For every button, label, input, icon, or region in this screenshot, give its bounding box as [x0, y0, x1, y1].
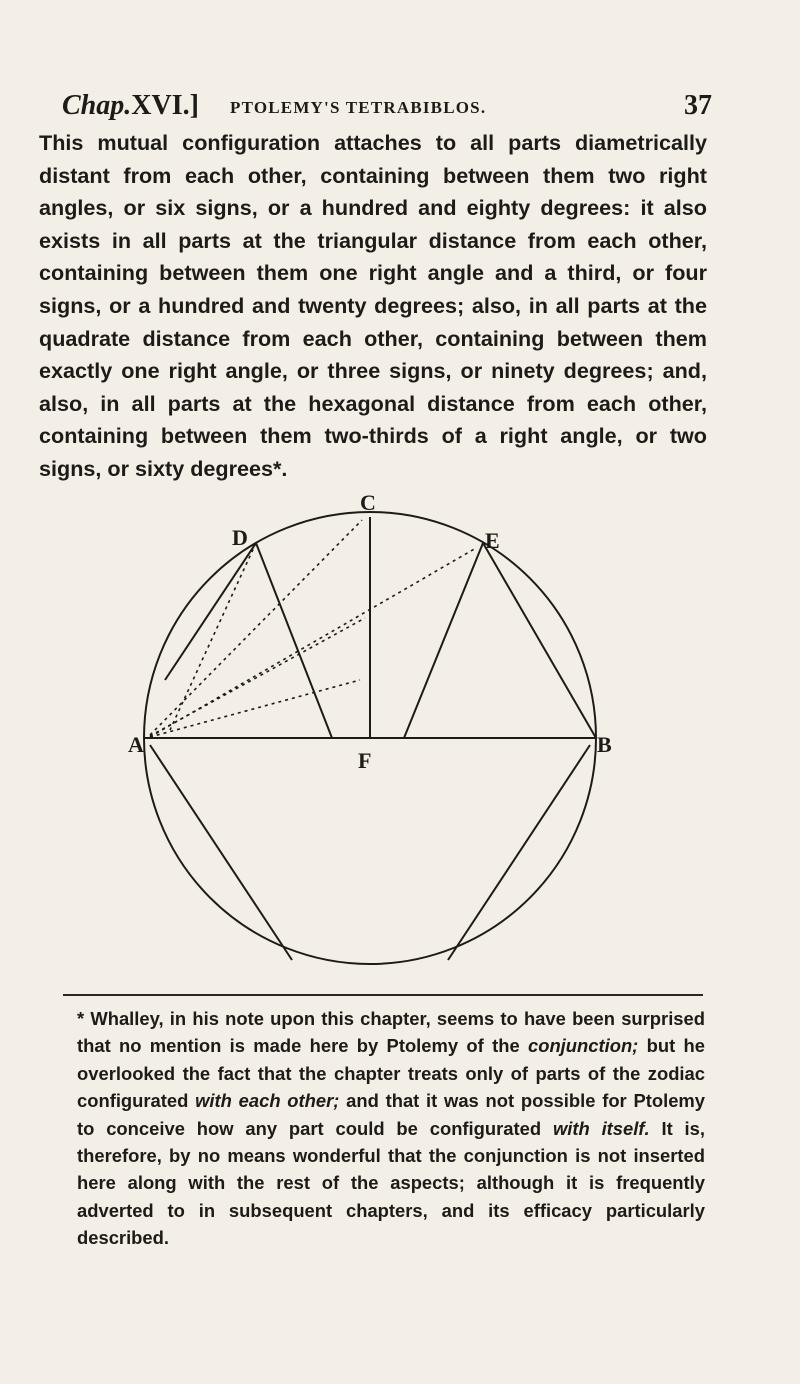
- chord-A-bottom: [150, 745, 292, 960]
- label-F: F: [358, 748, 372, 773]
- footnote-text-4: It is, therefore, by no means wonderful that the conjunction is not inserted here along with the rest of the aspects; although it is frequently adverted to in subsequent chapters, and its efficacy particularly described.: [77, 1117, 705, 1249]
- label-A: A: [128, 732, 144, 757]
- label-D: D: [232, 525, 248, 550]
- footnote-text-3: and that it was not possible for Ptolemy to conceive how any part could be configurated: [77, 1090, 706, 1139]
- page-number: 37: [684, 90, 712, 121]
- line-E-B: [483, 543, 596, 738]
- chord-B-bottom: [448, 745, 590, 960]
- label-C: C: [360, 490, 376, 515]
- footnote-text-2: but he overlooked the fact that the chapter treats only of parts of the zodiac configurated: [77, 1035, 705, 1112]
- line-left-upper: [165, 543, 256, 680]
- main-paragraph: This mutual configuration attaches to all parts diametrically distant from each other, containing between them two right angles, or six signs, or a hundred and eighty degrees: it also exists in all parts at the triangular distance from each other, containing between them one right angle and a third, or four signs, or a hundred and twenty degrees; also, in all parts at the quadrate distance from each other, containing between them exactly one right angle, or three signs, or ninety degrees; and, also, in all parts at the hexagonal distance from each other, containing between them two-thirds of a right angle, or two signs, or sixty degrees*.: [39, 130, 707, 481]
- footnote-italic-1: conjunction;: [527, 1035, 639, 1057]
- line-E-F: [404, 543, 483, 738]
- footnote-text-1: * Whalley, in his note upon this chapter, seems to have been surprised that no mention is made here by Ptolemy of the: [77, 1008, 705, 1057]
- footnote-rule: [63, 994, 703, 996]
- footnote: [77, 1005, 705, 1252]
- chapter-abbrev: Chap.: [62, 90, 132, 121]
- footnote-italic-2: with each other;: [195, 1090, 340, 1112]
- footnote-italic-3: with itself.: [552, 1117, 650, 1139]
- running-title: PTOLEMY'S TETRABIBLOS.: [230, 98, 487, 117]
- line-D-F: [256, 543, 332, 738]
- dotted-A-mid: [150, 618, 365, 736]
- label-E: E: [485, 528, 500, 553]
- chapter-number: XVI.]: [131, 90, 199, 121]
- label-B: B: [597, 732, 612, 757]
